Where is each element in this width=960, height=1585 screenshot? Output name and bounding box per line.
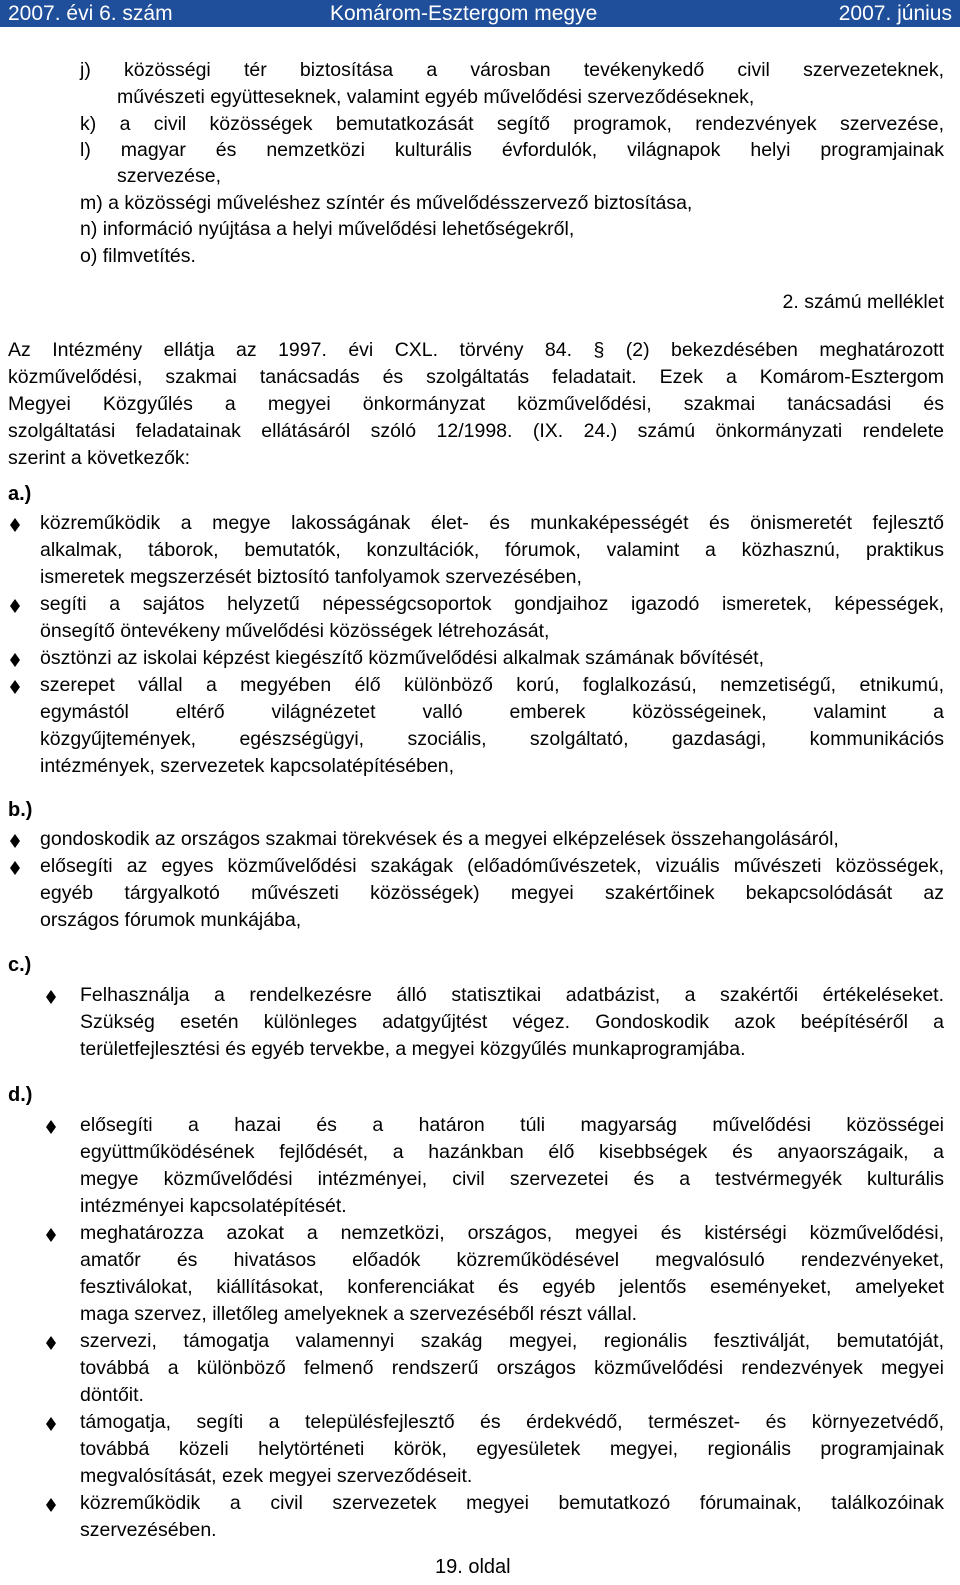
c-line-3: területfejlesztési és egyéb tervekbe, a megyei közgyűlés munkaprogramjába.: [80, 1038, 746, 1060]
bullet-icon: [10, 518, 20, 532]
d-line-2: együttműködésének fejlődését, a hazánkban élő kisebbségek és anyaországaik, a: [80, 1141, 944, 1163]
list-item-j: j) közösségi tér biztosítása a városban tevékenykedő civil szervezeteknek,: [80, 59, 944, 81]
bullet-icon: [46, 1417, 56, 1431]
d-line-5: meghatározza azokat a nemzetközi, országos, megyei és kistérségi közművelődési,: [80, 1222, 944, 1244]
a-line-7: szerepet vállal a megyében élő különböző korú, foglalkozású, nemzetiségű, etnikumú,: [40, 674, 944, 696]
d-line-14: megvalósítását, ezek megyei szerveződéseit.: [80, 1465, 473, 1487]
page-number: 19. oldal: [435, 1556, 511, 1578]
section-c-label: c.): [8, 954, 32, 976]
b-line-2: elősegíti az egyes közművelődési szakágak (előadóművészetek, vizuális művészeti közösségek,: [40, 855, 944, 877]
a-line-8: egymástól eltérő világnézetet valló emberek közösségeinek, valamint a: [40, 701, 944, 723]
d-line-1: elősegíti a hazai és a határon túli magyarság művelődési közösségei: [80, 1114, 944, 1136]
d-line-3: megye közművelődési intézményei, civil szervezetei és a testvérmegyék kulturális: [80, 1168, 944, 1190]
intro-line-1: Az Intézmény ellátja az 1997. évi CXL. törvény 84. § (2) bekezdésében meghatározott: [8, 339, 944, 361]
d-line-15: közreműködik a civil szervezetek megyei bemutatkozó fórumainak, találkozóinak: [80, 1492, 944, 1514]
section-d-label: d.): [8, 1084, 33, 1106]
b-line-1: gondoskodik az országos szakmai törekvések és a megyei elképzelések összehangolásáról,: [40, 828, 839, 850]
list-item-o: o) filmvetítés.: [80, 245, 196, 267]
bullet-icon: [10, 680, 20, 694]
bullet-icon: [46, 1120, 56, 1134]
section-b-label: b.): [8, 799, 33, 821]
list-item-m: m) a közösségi műveléshez színtér és művelődésszervező biztosítása,: [80, 192, 693, 214]
a-line-2: alkalmak, táborok, bemutatók, konzultációk, fórumok, valamint a közhasznú, praktikus: [40, 539, 944, 561]
intro-line-3: Megyei Közgyűlés a megyei önkormányzat közművelődési, szakmai tanácsadási és: [8, 393, 944, 415]
intro-line-4: szolgáltatási feladatainak ellátásáról szóló 12/1998. (IX. 24.) számú önkormányzati rendelete: [8, 420, 944, 442]
c-line-2: Szükség esetén különleges adatgyűjtést végez. Gondoskodik azok beépítéséről a: [80, 1011, 944, 1033]
list-item-n: n) információ nyújtása a helyi művelődési lehetőségekről,: [80, 218, 575, 240]
d-line-4: intézményei kapcsolatépítését.: [80, 1195, 347, 1217]
d-line-9: szervezi, támogatja valamennyi szakág megyei, regionális fesztiválját, bemutatóját,: [80, 1330, 944, 1352]
page-header: [0, 0, 960, 27]
a-line-4: segíti a sajátos helyzetű népességcsoportok gondjaihoz igazodó ismeretek, képességek,: [40, 593, 944, 615]
bullet-icon: [46, 990, 56, 1004]
a-line-10: intézmények, szervezetek kapcsolatépítésében,: [40, 755, 455, 777]
list-item-l: l) magyar és nemzetközi kulturális évfordulók, világnapok helyi programjainak: [80, 139, 944, 161]
bullet-icon: [10, 834, 20, 848]
d-line-8: maga szervez, illetőleg amelyeknek a szervezéséből részt vállal.: [80, 1303, 638, 1325]
d-line-10: továbbá a különböző felmenő rendszerű országos közművelődési rendezvények megyei: [80, 1357, 944, 1379]
header-county: Komárom-Esztergom megye: [330, 2, 598, 25]
a-line-6: ösztönzi az iskolai képzést kiegészítő közművelődési alkalmak számának bővítését,: [40, 647, 765, 669]
intro-line-5: szerint a következők:: [8, 447, 191, 469]
b-line-3: egyéb tárgyalkotó művészeti közösségek) megyei szakértőinek bekapcsolódását az: [40, 882, 944, 904]
header-issue: 2007. évi 6. szám: [8, 2, 173, 25]
bullet-icon: [10, 861, 20, 875]
intro-line-2: közművelődési, szakmai tanácsadás és szolgáltatás feladatait. Ezek a Komárom-Esztergom: [8, 366, 944, 388]
bullet-icon: [46, 1336, 56, 1350]
d-line-16: szervezésében.: [80, 1519, 217, 1541]
section-a-label: a.): [8, 483, 32, 505]
a-line-9: közgyűjtemények, egészségügyi, szociális, szolgáltató, gazdasági, kommunikációs: [40, 728, 944, 750]
a-line-5: önsegítő öntevékeny művelődési közösségek létrehozását,: [40, 620, 550, 642]
bullet-icon: [10, 653, 20, 667]
list-item-j-cont: művészeti együtteseknek, valamint egyéb művelődési szerveződéseknek,: [117, 86, 755, 108]
d-line-11: döntőit.: [80, 1384, 144, 1406]
a-line-3: ismeretek megszerzését biztosító tanfolyamok szervezésében,: [40, 566, 582, 588]
d-line-6: amatőr és hivatásos előadók közreműködésével megvalósuló rendezvényeket,: [80, 1249, 944, 1271]
list-item-k: k) a civil közösségek bemutatkozását segítő programok, rendezvények szervezése,: [80, 113, 944, 135]
c-line-1: Felhasználja a rendelkezésre álló statisztikai adatbázist, a szakértői értékeléseket.: [80, 984, 944, 1006]
bullet-icon: [46, 1228, 56, 1242]
a-line-1: közreműködik a megye lakosságának élet- és munkaképességét és önismeretét fejlesztő: [40, 512, 944, 534]
list-item-l-cont: szervezése,: [117, 165, 222, 187]
header-date: 2007. június: [838, 2, 952, 25]
bullet-icon: [46, 1498, 56, 1512]
b-line-4: országos fórumok munkájába,: [40, 909, 302, 931]
bullet-icon: [10, 599, 20, 613]
annex-label: 2. számú melléklet: [782, 291, 944, 313]
d-line-12: támogatja, segíti a településfejlesztő és érdekvédő, természet- és környezetvédő,: [80, 1411, 944, 1433]
d-line-7: fesztiválokat, kiállításokat, konferenciákat és egyéb jelentős eseményeket, amelyeket: [80, 1276, 944, 1298]
d-line-13: továbbá közeli helytörténeti körök, egyesületek megyei, regionális programjainak: [80, 1438, 944, 1460]
